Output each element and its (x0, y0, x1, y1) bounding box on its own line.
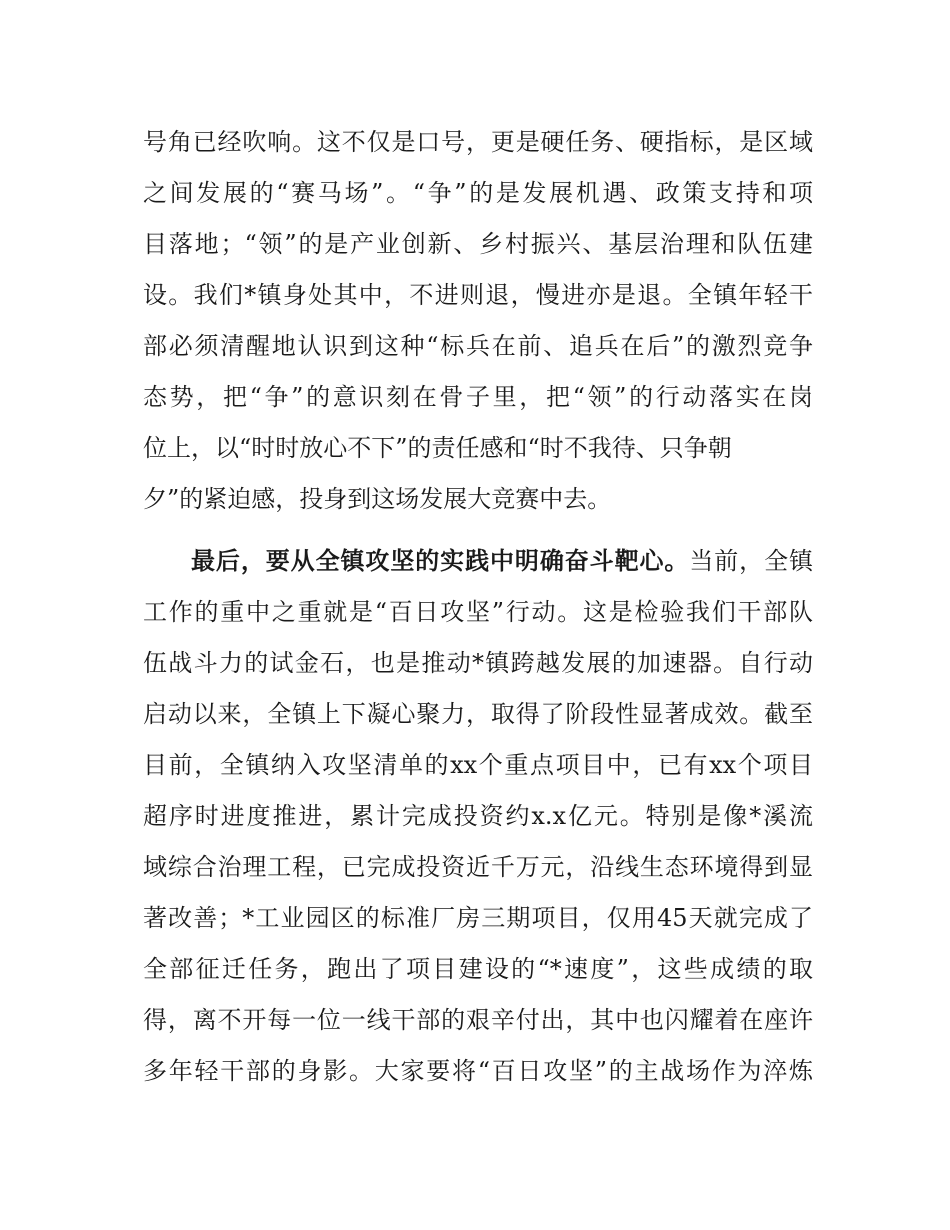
text-line: 启动以来，全镇上下凝心聚力，取得了阶段性显著成效。截至 (143, 700, 813, 728)
paragraph-lead-line (191, 541, 813, 581)
text-line: 夕”的紧迫感，投身到这场发展大竞赛中去。 (143, 485, 612, 513)
text-line: 工作的重中之重就是“百日攻坚”行动。这是检验我们干部队 (143, 598, 813, 626)
text-line: 号角已经吹响。这不仅是口号，更是硬任务、硬指标，是区域 (143, 128, 813, 156)
text-line: 全部征迁任务，跑出了项目建设的“*速度”，这些成绩的取 (143, 955, 813, 983)
text-line: 态势，把“争”的意识刻在骨子里，把“领”的行动落实在岗 (143, 383, 813, 411)
paragraph-heading: 最后，要从全镇攻坚的实践中明确奋斗靶心。 (191, 547, 690, 575)
text-line: 超序时进度推进，累计完成投资约x.x亿元。特别是像*溪流 (143, 802, 813, 830)
text-line: 目前，全镇纳入攻坚清单的xx个重点项目中，已有xx个项目 (143, 751, 813, 779)
text-line: 域综合治理工程，已完成投资近千万元，沿线生态环境得到显 (143, 853, 813, 881)
text-line: 部必须清醒地认识到这种“标兵在前、追兵在后”的激烈竞争 (143, 332, 813, 360)
text-line: 著改善；*工业园区的标准厂房三期项目，仅用45天就完成了 (143, 904, 813, 932)
lead-line-rest: 当前，全镇 (689, 547, 814, 575)
text-line: 目落地；“领”的是产业创新、乡村振兴、基层治理和队伍建 (143, 230, 813, 258)
text-line: 得，离不开每一位一线干部的艰辛付出，其中也闪耀着在座许 (143, 1006, 813, 1034)
text-line: 之间发展的“赛马场”。“争”的是发展机遇、政策支持和项 (143, 179, 813, 207)
text-line: 位上，以“时时放心不下”的责任感和“时不我待、只争朝 (143, 434, 732, 462)
text-line: 多年轻干部的身影。大家要将“百日攻坚”的主战场作为淬炼 (143, 1057, 813, 1085)
text-line: 伍战斗力的试金石，也是推动*镇跨越发展的加速器。自行动 (143, 649, 813, 677)
text-line: 设。我们*镇身处其中，不进则退，慢进亦是退。全镇年轻干 (143, 281, 813, 309)
